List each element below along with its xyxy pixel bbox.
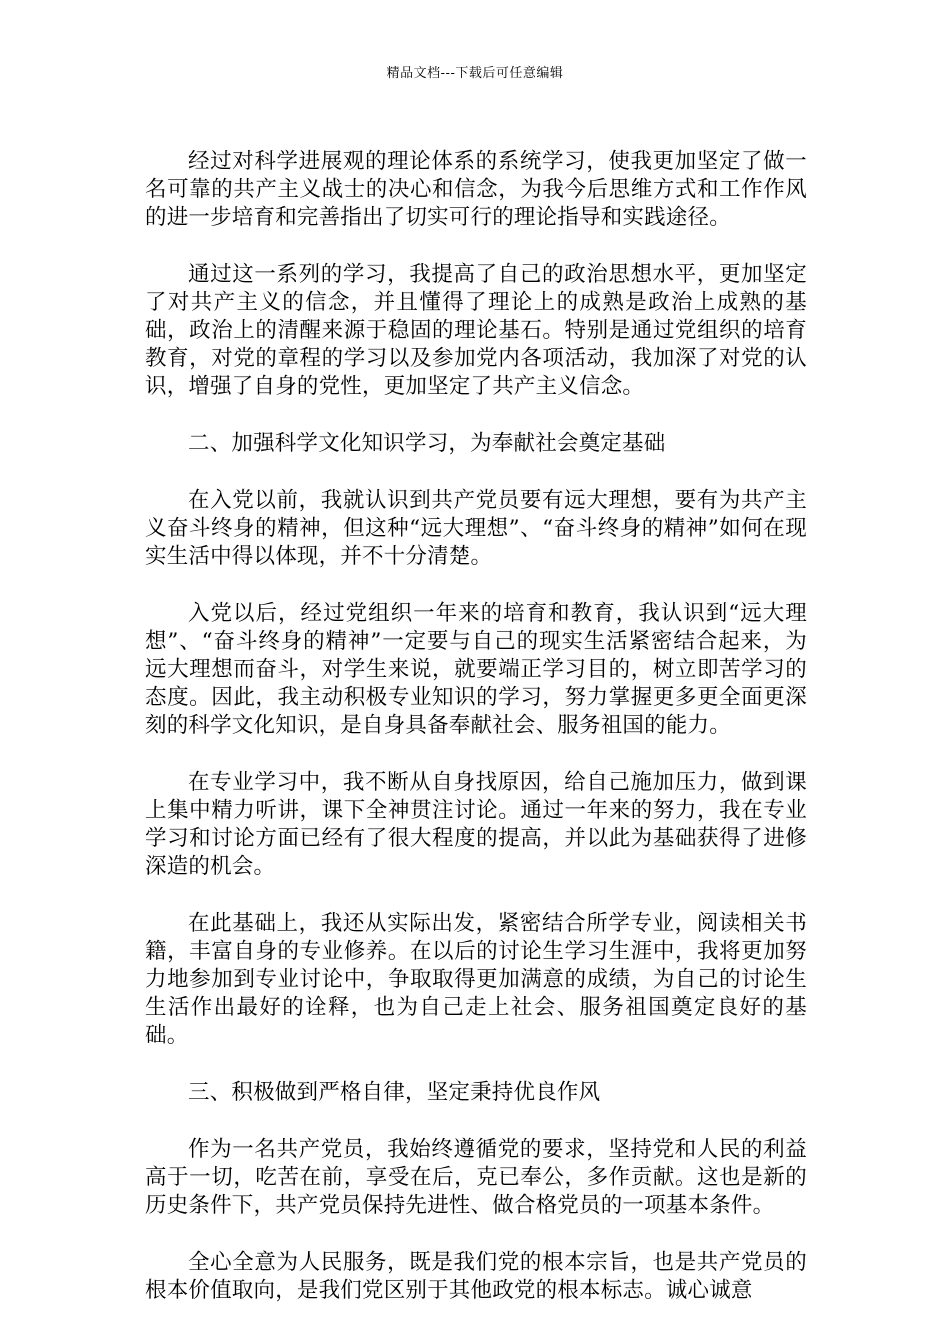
page-header: 精品文档---下载后可任意编辑 (386, 66, 564, 81)
paragraph-2: 通过这一系列的学习，我提高了自己的政治思想水平，更加坚定了对共产主义的信念，并且懂得了理论上的成熟是政治上成熟的基础，政治上的清醒来源于稳固的理论基石。特别是通过党组织的培育教育，对党的章程的学习以及参加党内各项活动，我加深了对党的认识，增强了自身的党性，更加坚定了共产主义信念。 (145, 262, 807, 399)
document-body (145, 148, 807, 1334)
section-heading-3: 三、积极做到严格自律，坚定秉持优良作风 (188, 1080, 601, 1105)
section-heading-2: 二、加强科学文化知识学习，为奉献社会奠定基础 (188, 431, 666, 456)
paragraph-1: 经过对科学进展观的理论体系的系统学习，使我更加坚定了做一名可靠的共产主义战士的决心和信念，为我今后思维方式和工作作风的进一步培育和完善指出了切实可行的理论指导和实践途径。 (145, 149, 807, 230)
paragraph-8: 全心全意为人民服务，既是我们党的根本宗旨，也是共产党员的根本价值取向，是我们党区别于其他政党的根本标志。诚心诚意 (145, 1250, 807, 1303)
paragraph-3: 在入党以前，我就认识到共产党员要有远大理想，要有为共产主义奋斗终身的精神，但这种“远大理想”、“奋斗终身的精神”如何在现实生活中得以体现，并不十分清楚。 (145, 488, 807, 569)
paragraph-5: 在专业学习中，我不断从自身找原因，给自己施加压力，做到课上集中精力听讲，课下全神贯注讨论。通过一年来的努力，我在专业学习和讨论方面已经有了很大程度的提高，并以此为基础获得了进修深造的机会。 (145, 770, 807, 879)
paragraph-7: 作为一名共产党员，我始终遵循党的要求，坚持党和人民的利益高于一切，吃苦在前，享受在后，克已奉公，多作贡献。这也是新的历史条件下，共产党员保持先进性、做合格党员的一项基本条件。 (145, 1137, 807, 1218)
paragraph-4: 入党以后，经过党组织一年来的培育和教育，我认识到“远大理想”、“奋斗终身的精神”一定要与自己的现实生活紧密结合起来，为远大理想而奋斗，对学生来说，就要端正学习目的，树立即苦学习的态度。因此，我主动积极专业知识的学习，努力掌握更多更全面更深刻的科学文化知识，是自身具备奉献社会、服务祖国的能力。 (145, 601, 807, 738)
paragraph-6: 在此基础上，我还从实际出发，紧密结合所学专业，阅读相关书籍，丰富自身的专业修养。在以后的讨论生学习生涯中，我将更加努力地参加到专业讨论中，争取取得更加满意的成绩，为自己的讨论生生活作出最好的诠释，也为自己走上社会、服务祖国奠定良好的基础。 (145, 911, 807, 1048)
